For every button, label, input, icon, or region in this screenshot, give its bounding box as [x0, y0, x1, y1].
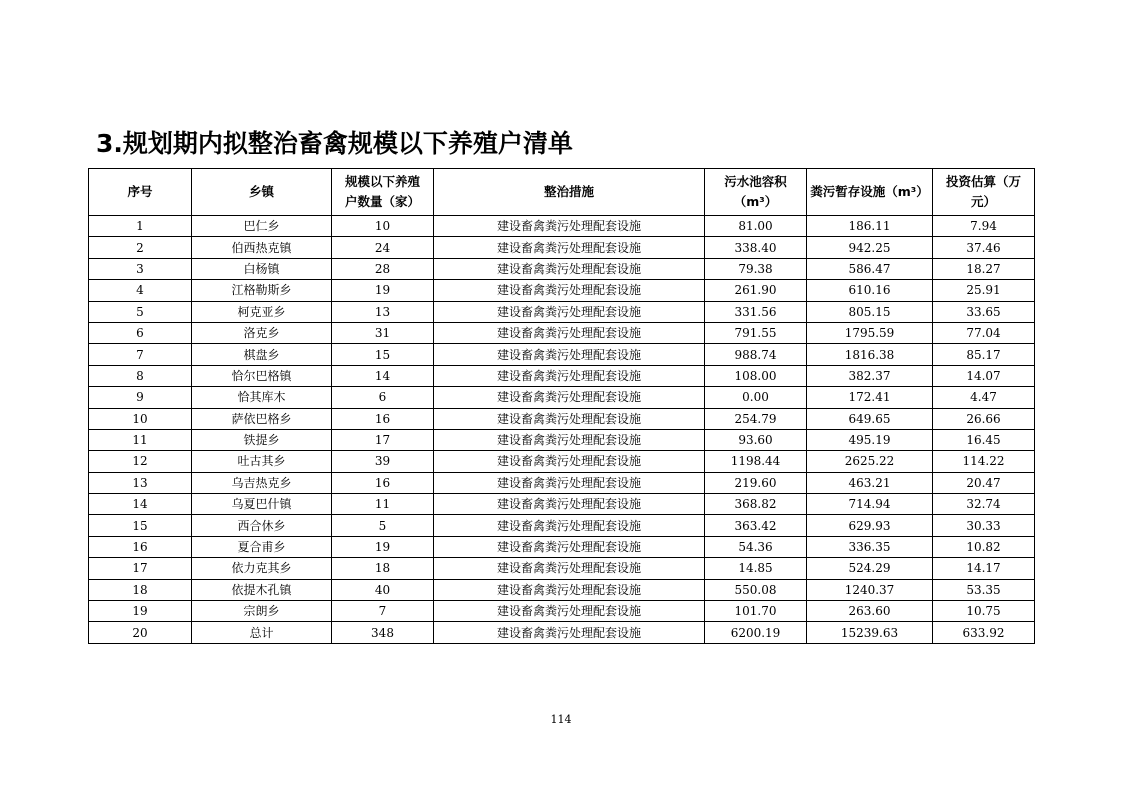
table-row: [89, 258, 1035, 279]
cell-remediation-measure: 建设畜禽粪污处理配套设施: [434, 472, 705, 493]
cell-household-count: 6: [332, 387, 434, 408]
cell-sewage-pool-volume: 368.82: [705, 494, 807, 515]
cell-township: 伯西热克镇: [192, 237, 332, 258]
table-row: [89, 429, 1035, 450]
cell-sewage-pool-volume: 6200.19: [705, 622, 807, 643]
cell-household-count: 16: [332, 472, 434, 493]
cell-township: 乌吉热克乡: [192, 472, 332, 493]
cell-serial-number: 2: [89, 237, 192, 258]
cell-township: 依提木孔镇: [192, 579, 332, 600]
cell-household-count: 15: [332, 344, 434, 365]
cell-household-count: 16: [332, 408, 434, 429]
header-household-count: 规模以下养殖户数量（家）: [332, 169, 434, 216]
table-row: [89, 280, 1035, 301]
cell-investment-estimate: 25.91: [933, 280, 1035, 301]
cell-manure-storage: 336.35: [807, 536, 933, 557]
cell-remediation-measure: 建设畜禽粪污处理配套设施: [434, 365, 705, 386]
table-row: [89, 365, 1035, 386]
cell-manure-storage: 610.16: [807, 280, 933, 301]
cell-remediation-measure: 建设畜禽粪污处理配套设施: [434, 579, 705, 600]
header-serial-number: 序号: [89, 169, 192, 216]
table-row: [89, 387, 1035, 408]
header-township: 乡镇: [192, 169, 332, 216]
table-row: [89, 472, 1035, 493]
cell-sewage-pool-volume: 108.00: [705, 365, 807, 386]
cell-investment-estimate: 10.82: [933, 536, 1035, 557]
cell-investment-estimate: 53.35: [933, 579, 1035, 600]
cell-sewage-pool-volume: 331.56: [705, 301, 807, 322]
cell-sewage-pool-volume: 79.38: [705, 258, 807, 279]
cell-serial-number: 18: [89, 579, 192, 600]
cell-investment-estimate: 633.92: [933, 622, 1035, 643]
cell-sewage-pool-volume: 0.00: [705, 387, 807, 408]
cell-township: 总计: [192, 622, 332, 643]
cell-investment-estimate: 7.94: [933, 216, 1035, 237]
cell-remediation-measure: 建设畜禽粪污处理配套设施: [434, 258, 705, 279]
cell-sewage-pool-volume: 988.74: [705, 344, 807, 365]
cell-household-count: 10: [332, 216, 434, 237]
cell-household-count: 13: [332, 301, 434, 322]
cell-manure-storage: 649.65: [807, 408, 933, 429]
cell-serial-number: 3: [89, 258, 192, 279]
cell-sewage-pool-volume: 261.90: [705, 280, 807, 301]
cell-investment-estimate: 18.27: [933, 258, 1035, 279]
cell-manure-storage: 1240.37: [807, 579, 933, 600]
cell-serial-number: 11: [89, 429, 192, 450]
cell-serial-number: 13: [89, 472, 192, 493]
header-sewage-pool-volume: 污水池容积（m³）: [705, 169, 807, 216]
cell-township: 吐古其乡: [192, 451, 332, 472]
cell-township: 巴仁乡: [192, 216, 332, 237]
cell-sewage-pool-volume: 14.85: [705, 558, 807, 579]
cell-township: 恰尔巴格镇: [192, 365, 332, 386]
cell-remediation-measure: 建设畜禽粪污处理配套设施: [434, 494, 705, 515]
cell-household-count: 39: [332, 451, 434, 472]
cell-serial-number: 1: [89, 216, 192, 237]
table-row: [89, 536, 1035, 557]
cell-remediation-measure: 建设畜禽粪污处理配套设施: [434, 237, 705, 258]
cell-sewage-pool-volume: 254.79: [705, 408, 807, 429]
cell-township: 恰其库木: [192, 387, 332, 408]
cell-serial-number: 20: [89, 622, 192, 643]
cell-township: 西合休乡: [192, 515, 332, 536]
cell-household-count: 28: [332, 258, 434, 279]
cell-investment-estimate: 20.47: [933, 472, 1035, 493]
table-row: [89, 322, 1035, 343]
cell-investment-estimate: 26.66: [933, 408, 1035, 429]
cell-remediation-measure: 建设畜禽粪污处理配套设施: [434, 301, 705, 322]
cell-township: 萨依巴格乡: [192, 408, 332, 429]
cell-serial-number: 15: [89, 515, 192, 536]
cell-household-count: 348: [332, 622, 434, 643]
cell-investment-estimate: 10.75: [933, 601, 1035, 622]
cell-manure-storage: 2625.22: [807, 451, 933, 472]
page-number: 114: [550, 713, 572, 726]
cell-manure-storage: 186.11: [807, 216, 933, 237]
cell-household-count: 24: [332, 237, 434, 258]
cell-township: 江格勒斯乡: [192, 280, 332, 301]
header-remediation-measure: 整治措施: [434, 169, 705, 216]
cell-serial-number: 8: [89, 365, 192, 386]
cell-serial-number: 6: [89, 322, 192, 343]
table-row: [89, 451, 1035, 472]
cell-investment-estimate: 33.65: [933, 301, 1035, 322]
cell-remediation-measure: 建设畜禽粪污处理配套设施: [434, 280, 705, 301]
cell-household-count: 19: [332, 536, 434, 557]
cell-investment-estimate: 77.04: [933, 322, 1035, 343]
cell-household-count: 7: [332, 601, 434, 622]
page-title: 3.规划期内拟整治畜禽规模以下养殖户清单: [96, 129, 573, 158]
cell-manure-storage: 172.41: [807, 387, 933, 408]
cell-household-count: 5: [332, 515, 434, 536]
cell-investment-estimate: 85.17: [933, 344, 1035, 365]
cell-township: 宗朗乡: [192, 601, 332, 622]
cell-manure-storage: 942.25: [807, 237, 933, 258]
table-row: [89, 344, 1035, 365]
cell-manure-storage: 629.93: [807, 515, 933, 536]
cell-household-count: 19: [332, 280, 434, 301]
cell-township: 洛克乡: [192, 322, 332, 343]
cell-township: 白杨镇: [192, 258, 332, 279]
cell-investment-estimate: 16.45: [933, 429, 1035, 450]
cell-serial-number: 5: [89, 301, 192, 322]
cell-township: 铁提乡: [192, 429, 332, 450]
cell-investment-estimate: 30.33: [933, 515, 1035, 536]
cell-manure-storage: 1795.59: [807, 322, 933, 343]
cell-serial-number: 4: [89, 280, 192, 301]
table-row: [89, 579, 1035, 600]
cell-serial-number: 19: [89, 601, 192, 622]
cell-township: 乌夏巴什镇: [192, 494, 332, 515]
table-row: [89, 237, 1035, 258]
cell-township: 依力克其乡: [192, 558, 332, 579]
cell-manure-storage: 463.21: [807, 472, 933, 493]
cell-sewage-pool-volume: 101.70: [705, 601, 807, 622]
table-row: [89, 558, 1035, 579]
cell-serial-number: 12: [89, 451, 192, 472]
table-row: [89, 301, 1035, 322]
cell-serial-number: 7: [89, 344, 192, 365]
cell-sewage-pool-volume: 81.00: [705, 216, 807, 237]
cell-household-count: 18: [332, 558, 434, 579]
cell-serial-number: 14: [89, 494, 192, 515]
table-row: [89, 515, 1035, 536]
cell-sewage-pool-volume: 791.55: [705, 322, 807, 343]
header-investment-estimate: 投资估算（万元）: [933, 169, 1035, 216]
cell-remediation-measure: 建设畜禽粪污处理配套设施: [434, 451, 705, 472]
cell-serial-number: 10: [89, 408, 192, 429]
cell-household-count: 31: [332, 322, 434, 343]
table-row: [89, 601, 1035, 622]
cell-household-count: 40: [332, 579, 434, 600]
cell-sewage-pool-volume: 219.60: [705, 472, 807, 493]
cell-serial-number: 16: [89, 536, 192, 557]
cell-household-count: 17: [332, 429, 434, 450]
table-row: [89, 408, 1035, 429]
cell-remediation-measure: 建设畜禽粪污处理配套设施: [434, 515, 705, 536]
cell-serial-number: 9: [89, 387, 192, 408]
cell-manure-storage: 382.37: [807, 365, 933, 386]
cell-remediation-measure: 建设畜禽粪污处理配套设施: [434, 622, 705, 643]
cell-sewage-pool-volume: 338.40: [705, 237, 807, 258]
cell-township: 棋盘乡: [192, 344, 332, 365]
cell-remediation-measure: 建设畜禽粪污处理配套设施: [434, 558, 705, 579]
cell-manure-storage: 15239.63: [807, 622, 933, 643]
cell-township: 柯克亚乡: [192, 301, 332, 322]
cell-remediation-measure: 建设畜禽粪污处理配套设施: [434, 322, 705, 343]
table-row: [89, 494, 1035, 515]
cell-remediation-measure: 建设畜禽粪污处理配套设施: [434, 216, 705, 237]
cell-investment-estimate: 32.74: [933, 494, 1035, 515]
cell-township: 夏合甫乡: [192, 536, 332, 557]
cell-remediation-measure: 建设畜禽粪污处理配套设施: [434, 429, 705, 450]
cell-remediation-measure: 建设畜禽粪污处理配套设施: [434, 536, 705, 557]
cell-manure-storage: 805.15: [807, 301, 933, 322]
cell-remediation-measure: 建设畜禽粪污处理配套设施: [434, 344, 705, 365]
cell-household-count: 14: [332, 365, 434, 386]
cell-manure-storage: 714.94: [807, 494, 933, 515]
livestock-remediation-table: [88, 168, 1035, 644]
cell-manure-storage: 524.29: [807, 558, 933, 579]
cell-serial-number: 17: [89, 558, 192, 579]
cell-remediation-measure: 建设畜禽粪污处理配套设施: [434, 601, 705, 622]
cell-investment-estimate: 14.07: [933, 365, 1035, 386]
header-manure-storage: 粪污暂存设施（m³）: [807, 169, 933, 216]
cell-investment-estimate: 37.46: [933, 237, 1035, 258]
cell-manure-storage: 1816.38: [807, 344, 933, 365]
table-header-row: [89, 169, 1035, 216]
cell-sewage-pool-volume: 550.08: [705, 579, 807, 600]
cell-investment-estimate: 114.22: [933, 451, 1035, 472]
cell-manure-storage: 263.60: [807, 601, 933, 622]
cell-household-count: 11: [332, 494, 434, 515]
cell-sewage-pool-volume: 363.42: [705, 515, 807, 536]
cell-manure-storage: 586.47: [807, 258, 933, 279]
cell-manure-storage: 495.19: [807, 429, 933, 450]
cell-sewage-pool-volume: 93.60: [705, 429, 807, 450]
table-body: [89, 216, 1035, 644]
table-row: [89, 216, 1035, 237]
cell-remediation-measure: 建设畜禽粪污处理配套设施: [434, 387, 705, 408]
cell-remediation-measure: 建设畜禽粪污处理配套设施: [434, 408, 705, 429]
table-row: [89, 622, 1035, 643]
cell-sewage-pool-volume: 1198.44: [705, 451, 807, 472]
cell-sewage-pool-volume: 54.36: [705, 536, 807, 557]
cell-investment-estimate: 4.47: [933, 387, 1035, 408]
cell-investment-estimate: 14.17: [933, 558, 1035, 579]
